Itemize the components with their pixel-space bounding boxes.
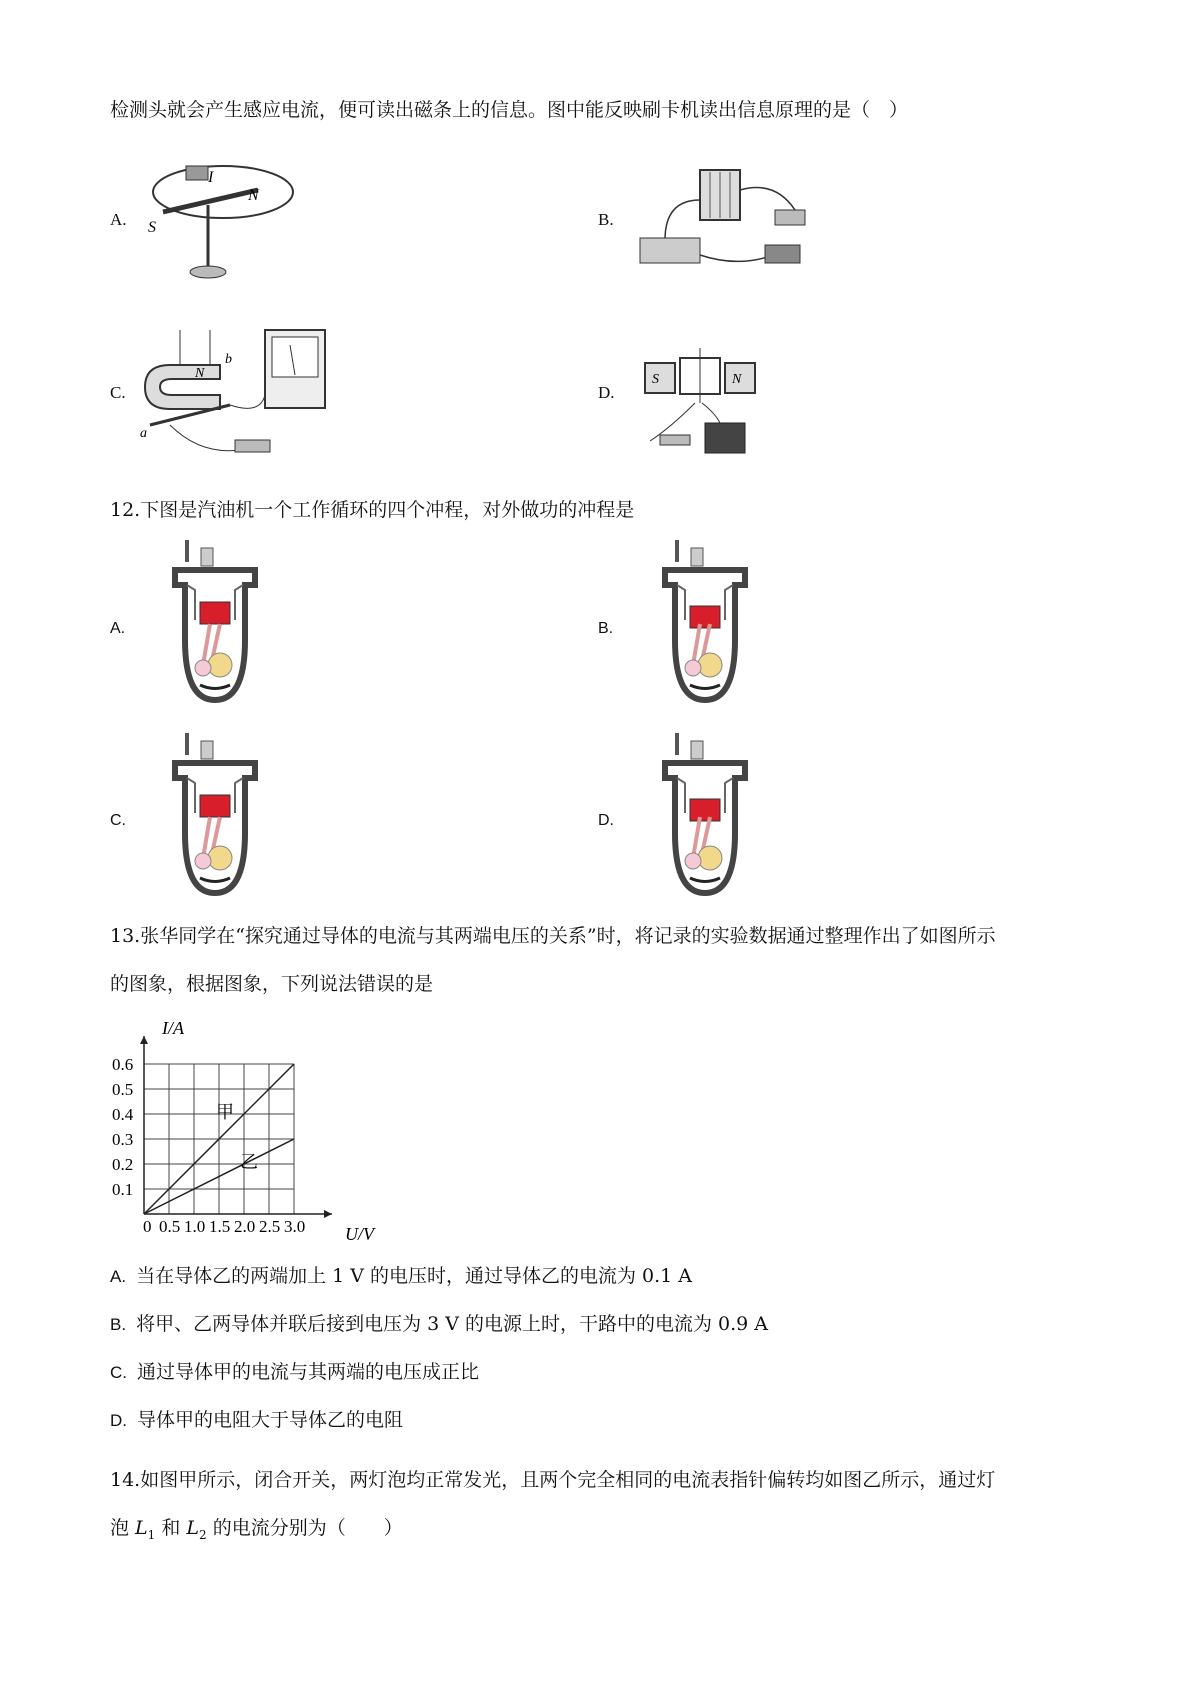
x-axis-arrow: [324, 1210, 332, 1218]
spark-plug: [675, 540, 679, 562]
q13-choice-d[interactable]: [110, 1408, 403, 1433]
spark-plug: [185, 733, 189, 755]
y-tick-label: 0.1: [112, 1180, 134, 1199]
current-i-label: I: [208, 169, 214, 186]
origin-label: 0: [143, 1217, 152, 1236]
y-tick-label: 0.6: [112, 1055, 134, 1074]
cylinder-body: [175, 570, 255, 700]
question-14-stem-line2: [110, 1516, 403, 1547]
q12-option-d-label: D.: [598, 812, 614, 829]
stem-prefix: 泡: [110, 1517, 136, 1539]
crankshaft: [208, 846, 232, 870]
crank-pin: [685, 853, 701, 869]
y-tick-label: 0.3: [112, 1130, 134, 1149]
piston: [690, 799, 720, 821]
n-pole-label-c: N: [195, 366, 205, 381]
crankshaft: [698, 846, 722, 870]
y-axis-arrow: [140, 1036, 148, 1044]
s-pole-label: S: [148, 219, 156, 236]
q11-option-b-label: B.: [598, 210, 614, 229]
engine-stroke-a-icon: [165, 540, 265, 705]
x-tick-label: 3.0: [284, 1217, 306, 1236]
spark-plug: [201, 548, 213, 566]
x-tick-label: 1.5: [209, 1217, 231, 1236]
choice-text: 将甲、乙两导体并联后接到电压为 3 V 的电源上时，干路中的电流为 0.9 A: [136, 1313, 769, 1335]
l2-symbol: L: [186, 1517, 200, 1539]
series-jia-label: 甲: [216, 1102, 234, 1122]
x-tick-label: 0.5: [159, 1217, 181, 1236]
crank-pin: [685, 660, 701, 676]
engine-stroke-b-icon: [655, 540, 755, 705]
b-label: b: [225, 352, 232, 367]
n-pole-label-d: N: [732, 372, 742, 387]
spark-plug: [201, 741, 213, 759]
s-pole-label-d: S: [652, 372, 659, 387]
x-tick-label: 2.5: [259, 1217, 281, 1236]
a-label: a: [140, 426, 147, 441]
current-voltage-chart: [110, 1018, 390, 1248]
cylinder-body: [175, 763, 255, 893]
engine-stroke-c-icon: [165, 733, 265, 898]
cylinder-body: [665, 763, 745, 893]
q13-choice-c[interactable]: [110, 1360, 479, 1385]
piston: [200, 602, 230, 624]
q12-option-c-label: C.: [110, 812, 126, 829]
q12-option-b-label: B.: [598, 620, 614, 637]
y-tick-label: 0.5: [112, 1080, 134, 1099]
spark-plug: [675, 733, 679, 755]
q11-option-d-label: D.: [598, 383, 615, 402]
piston: [690, 606, 720, 628]
electromagnet-coil-on-stand-icon: [148, 150, 298, 285]
motor-between-poles-battery-icon: [640, 343, 760, 463]
question-11-stem-continued: 检测头就会产生感应电流，便可读出磁条上的信息。图中能反映刷卡机读出信息原理的是（ ）: [110, 99, 909, 121]
question-13-stem-line1: 13.张华同学在“探究通过导体的电流与其两端电压的关系”时，将记录的实验数据通过整理作出了如图所示: [110, 925, 996, 947]
choice-text: 导体甲的电阻大于导体乙的电阻: [137, 1409, 404, 1431]
l1-subscript: 1: [147, 1527, 156, 1542]
cylinder-body: [665, 570, 745, 700]
y-tick-label: 0.4: [112, 1105, 134, 1124]
crank-pin: [195, 853, 211, 869]
series-yi-label: 乙: [240, 1152, 258, 1172]
y-tick-label: 0.2: [112, 1155, 134, 1174]
q11-option-c-label: C.: [110, 383, 126, 402]
l1-symbol: L: [135, 1517, 148, 1539]
choice-key: B.: [110, 1315, 127, 1334]
spark-plug: [185, 540, 189, 562]
x-axis-label: U/V: [345, 1224, 374, 1244]
battery-electric-bell-circuit-icon: [635, 160, 815, 280]
q11-option-a-label: A.: [110, 210, 127, 229]
n-pole-label: N: [248, 187, 259, 204]
q13-choice-a[interactable]: [110, 1264, 692, 1289]
question-14-stem-line1: 14.如图甲所示，闭合开关，两灯泡均正常发光，且两个完全相同的电流表指针偏转均如图乙所示，通过灯: [110, 1469, 996, 1491]
choice-key: C.: [110, 1363, 127, 1382]
engine-stroke-d-icon: [655, 733, 755, 898]
piston: [200, 795, 230, 817]
stem-mid: 和: [155, 1517, 187, 1539]
q12-option-a-label: A.: [110, 620, 126, 637]
q13-choice-b[interactable]: [110, 1312, 768, 1337]
spark-plug: [691, 741, 703, 759]
choice-key: A.: [110, 1267, 127, 1286]
choice-text: 通过导体甲的电流与其两端的电压成正比: [137, 1361, 480, 1383]
crank-pin: [195, 660, 211, 676]
choice-key: D.: [110, 1411, 127, 1430]
spark-plug: [691, 548, 703, 566]
y-axis-label: I/A: [162, 1018, 184, 1038]
question-13-stem-line2: 的图象，根据图象，下列说法错误的是: [110, 973, 434, 995]
crankshaft: [208, 653, 232, 677]
x-tick-label: 1.0: [184, 1217, 206, 1236]
choice-text: 当在导体乙的两端加上 1 V 的电压时，通过导体乙的电流为 0.1 A: [136, 1265, 693, 1287]
stem-suffix: 的电流分别为（ ）: [206, 1517, 403, 1539]
crankshaft: [698, 653, 722, 677]
x-tick-label: 2.0: [234, 1217, 256, 1236]
question-12-stem: 12.下图是汽油机一个工作循环的四个冲程，对外做功的冲程是: [110, 499, 635, 521]
horseshoe-magnet-galvanometer-icon: [140, 325, 330, 465]
l2-subscript: 2: [199, 1527, 207, 1542]
